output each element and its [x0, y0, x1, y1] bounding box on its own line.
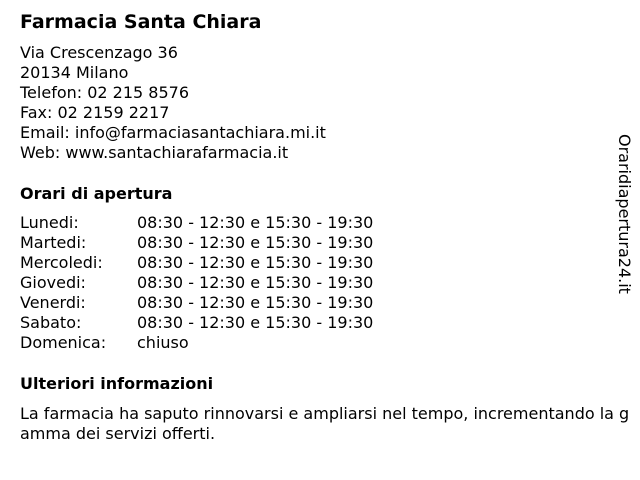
hours-row-sunday [20, 333, 373, 353]
phone-number[interactable]: Telefon: 02 215 8576 [20, 83, 190, 102]
pharmacy-name: Farmacia Santa Chiara [20, 11, 262, 33]
site-watermark: Oraridiapertura24.it [615, 134, 634, 294]
hours-row-wednesday [20, 253, 373, 273]
time-range: 08:30 - 12:30 e 15:30 - 19:30 [137, 313, 374, 332]
day-label: Domenica: [20, 333, 107, 352]
fax-number: Fax: 02 2159 2217 [20, 103, 170, 122]
website-link[interactable]: Web: www.santachiarafarmacia.it [20, 143, 289, 162]
day-label: Lunedi: [20, 213, 79, 232]
email-link[interactable]: Email: info@farmaciasantachiara.mi.it [20, 123, 326, 142]
time-range: 08:30 - 12:30 e 15:30 - 19:30 [137, 233, 374, 252]
time-range: 08:30 - 12:30 e 15:30 - 19:30 [137, 213, 374, 232]
day-label: Martedi: [20, 233, 87, 252]
time-range: 08:30 - 12:30 e 15:30 - 19:30 [137, 273, 374, 292]
address-street: Via Crescenzago 36 [20, 43, 178, 62]
day-label: Mercoledi: [20, 253, 103, 272]
day-label: Giovedi: [20, 273, 86, 292]
time-range: 08:30 - 12:30 e 15:30 - 19:30 [137, 253, 374, 272]
hours-row-friday [20, 293, 373, 313]
hours-row-tuesday [20, 233, 373, 253]
day-label: Venerdi: [20, 293, 86, 312]
day-label: Sabato: [20, 313, 82, 332]
hours-row-saturday [20, 313, 373, 333]
hours-row-monday [20, 213, 373, 233]
additional-info-heading: Ulteriori informazioni [20, 374, 214, 393]
time-range: chiuso [137, 333, 189, 352]
contact-block [20, 43, 326, 163]
opening-hours-table [20, 213, 373, 353]
time-range: 08:30 - 12:30 e 15:30 - 19:30 [137, 293, 374, 312]
address-city: 20134 Milano [20, 63, 129, 82]
opening-hours-heading: Orari di apertura [20, 184, 173, 203]
hours-row-thursday [20, 273, 373, 293]
additional-info-text: La farmacia ha saputo rinnovarsi e ampliarsi nel tempo, incrementando la gamma dei servizi offerti. [20, 404, 630, 443]
